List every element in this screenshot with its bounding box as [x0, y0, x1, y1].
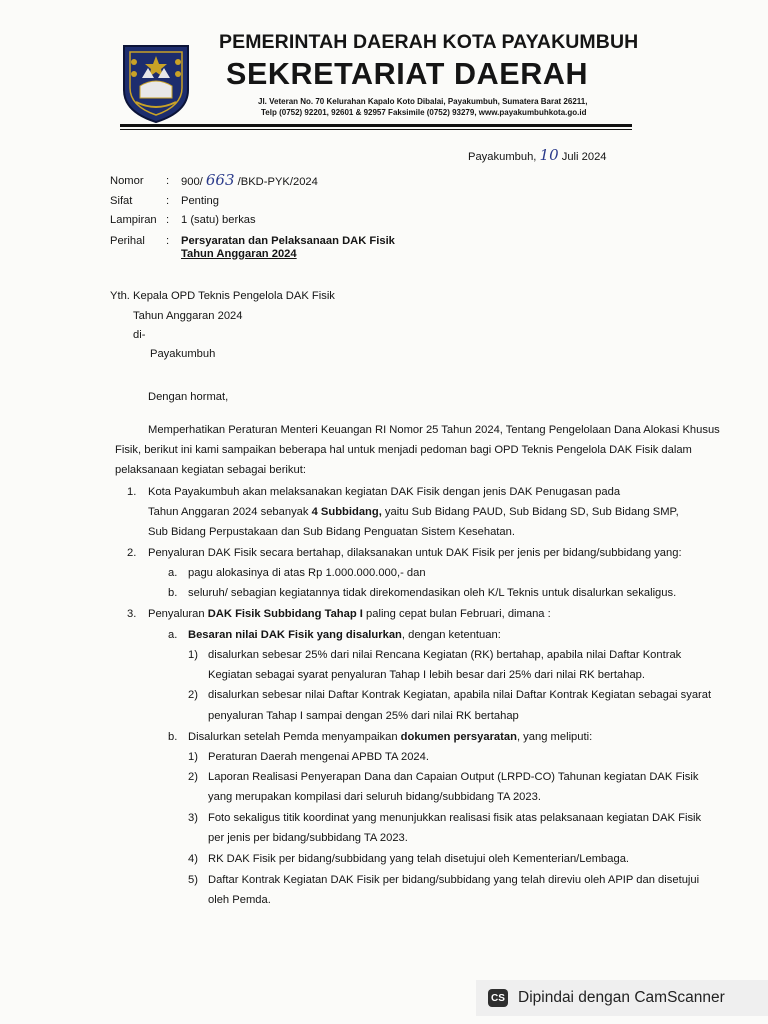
point1-line1: Kota Payakumbuh akan melaksanakan kegiatan DAK Fisik dengan jenis DAK Penugasan pada	[148, 486, 621, 498]
point3a1-line1: disalurkan sebesar 25% dari nilai Rencana Kegiatan (RK) bertahap, apabila nilai Daftar Kontrak	[208, 649, 682, 661]
point3b2-line2: yang merupakan kompilasi dari seluruh bidang/subbidang TA 2023.	[208, 791, 541, 803]
point3b3-line2: per jenis per bidang/subbidang TA 2023.	[208, 832, 408, 844]
point1-line2-bold: 4 Subbidang,	[311, 506, 382, 518]
point3b3-line1: Foto sekaligus titik koordinat yang menunjukkan realisasi fisik atas pelaksanaan kegiatan DAK Fisik	[208, 812, 702, 824]
point3b1-text: Peraturan Daerah mengenai APBD TA 2024.	[208, 751, 429, 763]
point3b2-number: 2)	[188, 771, 198, 783]
nomor-value	[181, 171, 318, 189]
letterhead-rule-thin	[120, 129, 632, 130]
point3a2-line2: penyaluran Tahap I sampai dengan 25% dari nilai RK bertahap	[208, 710, 519, 722]
recipient-yth: Yth. Kepala OPD Teknis Pengelola DAK Fisik	[110, 290, 335, 302]
point3b4-number: 4)	[188, 853, 198, 865]
intro-line3: pelaksanaan kegiatan sebagai berikut:	[115, 464, 306, 476]
point1-number: 1.	[127, 486, 137, 498]
point3b-c: , yang meliputi:	[516, 731, 593, 743]
city-emblem-logo	[120, 38, 192, 124]
contact-line: Telp (0752) 92201, 92601 & 92957 Faksimile (0752) 93279, www.payakumbuhkota.go.id	[261, 108, 587, 117]
date-place: Payakumbuh,	[468, 151, 537, 163]
point3a2-line1: disalurkan sebesar nilai Daftar Kontrak Kegiatan, apabila nilai Daftar Kontrak Kegiatan sebagai syarat	[208, 689, 712, 701]
point3a-letter: a.	[168, 629, 178, 641]
nomor-prefix: 900/	[181, 176, 203, 188]
lampiran-label: Lampiran	[110, 214, 157, 226]
point3-line	[148, 608, 551, 620]
address-line: Jl. Veteran No. 70 Kelurahan Kapalo Koto Dibalai, Payakumbuh, Sumatera Barat 26211,	[258, 97, 588, 106]
point3b-bold: dokumen persyaratan	[400, 731, 517, 743]
point2b-letter: b.	[168, 587, 178, 599]
perihal-colon: :	[166, 235, 170, 247]
office-name: SEKRETARIAT DAERAH	[226, 57, 589, 91]
perihal-label: Perihal	[110, 235, 145, 247]
point2b-text: seluruh/ sebagian kegiatannya tidak direkomendasikan oleh K/L Teknis untuk disalurkan sekaligus.	[188, 587, 677, 599]
point1-line3: Sub Bidang Perpustakaan dan Sub Bidang Penguatan Sistem Kesehatan.	[148, 526, 515, 538]
date-line	[468, 146, 607, 164]
point2a-letter: a.	[168, 567, 178, 579]
nomor-suffix: /BKD-PYK/2024	[237, 176, 318, 188]
point1-line2	[148, 506, 679, 518]
point2a-text: pagu alokasinya di atas Rp 1.000.000.000,- dan	[188, 567, 426, 579]
date-month-year: Juli 2024	[561, 151, 607, 163]
perihal-line1: Persyaratan dan Pelaksanaan DAK Fisik	[181, 235, 395, 247]
greeting: Dengan hormat,	[148, 391, 229, 403]
point3a-line	[188, 629, 501, 641]
recipient-di: di-	[133, 329, 146, 341]
point3b-letter: b.	[168, 731, 178, 743]
recipient-city: Payakumbuh	[150, 348, 216, 360]
point3b-line	[188, 731, 592, 743]
point3a1-number: 1)	[188, 649, 198, 661]
lampiran-value: 1 (satu) berkas	[181, 214, 256, 226]
point3-c: paling cepat bulan Februari, dimana :	[362, 608, 551, 620]
point3b5-line1: Daftar Kontrak Kegiatan DAK Fisik per bidang/subbidang yang telah direviu oleh APIP dan disetujui	[208, 874, 700, 886]
point3b1-number: 1)	[188, 751, 198, 763]
point3a-bold: Besaran nilai DAK Fisik yang disalurkan	[188, 629, 402, 641]
recipient-line2: Tahun Anggaran 2024	[133, 310, 243, 322]
point3a1-line2: Kegiatan sebagai syarat penyaluran Tahap I lebih besar dari 25% dari nilai RK bertahap.	[208, 669, 646, 681]
sifat-colon: :	[166, 195, 170, 207]
letterhead-rule-thick	[120, 124, 632, 127]
sifat-value: Penting	[181, 195, 219, 207]
intro-line2: Fisik, berikut ini kami sampaikan beberapa hal untuk menjadi pedoman bagi OPD Teknis Pengelola DAK Fisik dalam	[115, 444, 692, 456]
point3-number: 3.	[127, 608, 137, 620]
point3a2-number: 2)	[188, 689, 198, 701]
point3b4-text: RK DAK Fisik per bidang/subbidang yang telah disetujui oleh Kementerian/Lembaga.	[208, 853, 630, 865]
point3b-a: Disalurkan setelah Pemda menyampaikan	[188, 731, 401, 743]
camscanner-label: Dipindai dengan CamScanner	[518, 989, 725, 1006]
camscanner-watermark	[476, 980, 768, 1016]
point3b5-line2: oleh Pemda.	[208, 894, 271, 906]
lampiran-colon: :	[166, 214, 170, 226]
nomor-colon: :	[166, 175, 170, 187]
point3b5-number: 5)	[188, 874, 198, 886]
point3b2-line1: Laporan Realisasi Penyerapan Dana dan Capaian Output (LRPD-CO) Tahunan kegiatan DAK Fisik	[208, 771, 699, 783]
camscanner-icon: CS	[488, 989, 508, 1007]
point3-a: Penyaluran	[148, 608, 208, 620]
point1-line2-c: yaitu Sub Bidang PAUD, Sub Bidang SD, Sub Bidang SMP,	[381, 506, 679, 518]
point2-number: 2.	[127, 547, 137, 559]
nomor-handwritten: 663	[205, 171, 235, 189]
sifat-label: Sifat	[110, 195, 133, 207]
point2-line1: Penyaluran DAK Fisik secara bertahap, dilaksanakan untuk DAK Fisik per jenis per bidang/subbidang yang:	[148, 547, 682, 559]
government-name: PEMERINTAH DAERAH KOTA PAYAKUMBUH	[219, 31, 639, 53]
point3b3-number: 3)	[188, 812, 198, 824]
perihal-line2: Tahun Anggaran 2024	[181, 248, 297, 260]
point3a-rest: , dengan ketentuan:	[401, 629, 501, 641]
intro-line1: Memperhatikan Peraturan Menteri Keuangan RI Nomor 25 Tahun 2024, Tentang Pengelolaan Dana Alokasi Khusus	[148, 424, 720, 436]
date-day-handwritten: 10	[539, 146, 559, 164]
point1-line2-a: Tahun Anggaran 2024 sebanyak	[148, 506, 312, 518]
nomor-label: Nomor	[110, 175, 144, 187]
point3-bold: DAK Fisik Subbidang Tahap I	[207, 608, 363, 620]
